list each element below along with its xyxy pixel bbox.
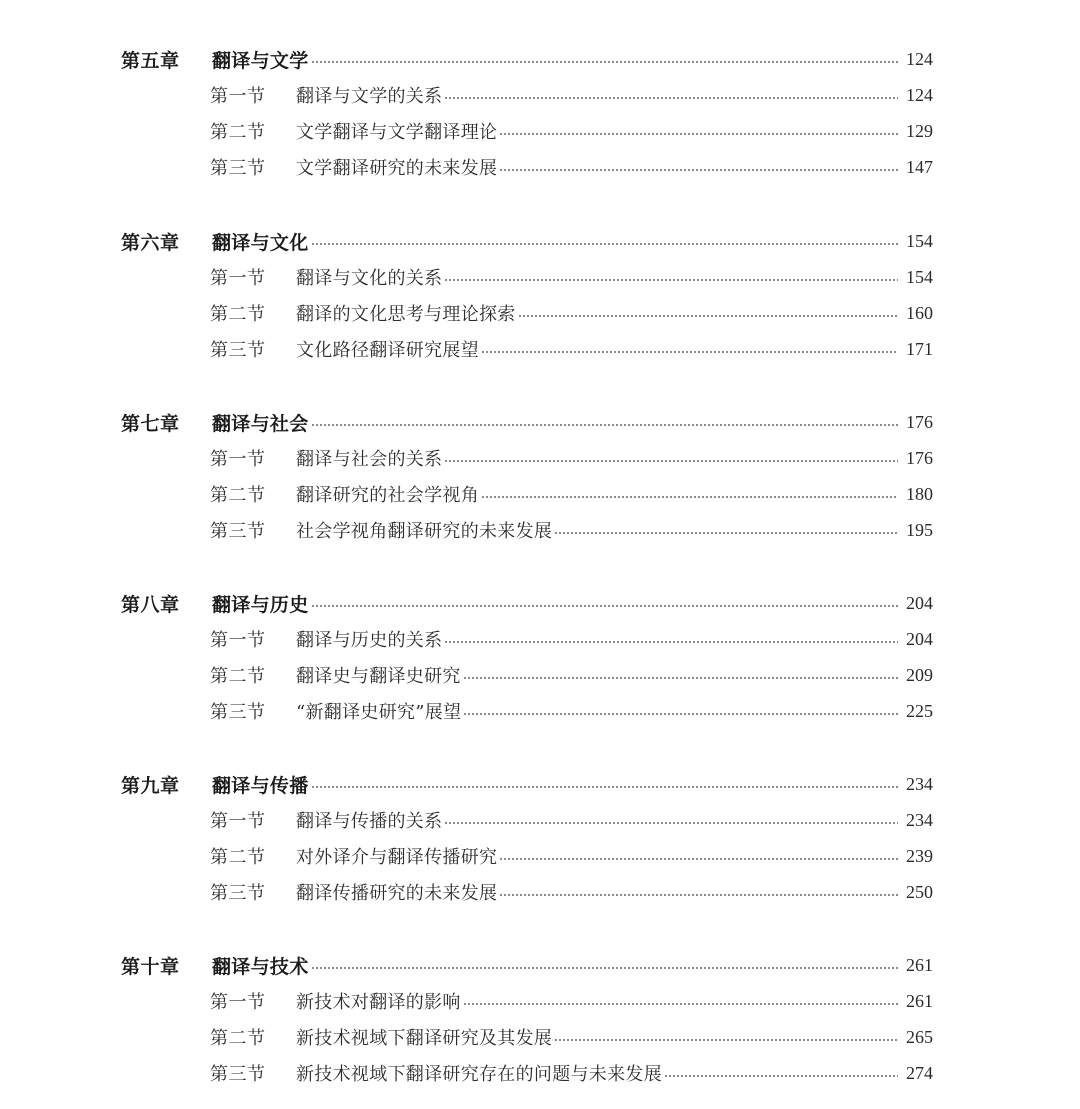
chapter-title: 翻译与社会 <box>212 412 309 435</box>
section-entry[interactable] <box>210 441 933 475</box>
chapter-block-6 <box>0 224 1080 368</box>
section-entry[interactable] <box>210 78 933 112</box>
chapter-title: 翻译与文学 <box>212 49 309 72</box>
dot-leader <box>554 1039 898 1041</box>
dot-leader <box>499 133 898 135</box>
section-number: 第一节 <box>210 86 266 107</box>
dot-leader <box>664 1075 898 1077</box>
dot-leader <box>499 894 898 896</box>
section-entry[interactable] <box>210 984 933 1018</box>
page-number: 147 <box>906 156 933 177</box>
chapter-number: 第九章 <box>121 774 180 797</box>
chapter-entry[interactable] <box>121 405 933 439</box>
page-number: 176 <box>906 411 933 432</box>
section-title: 社会学视角翻译研究的未来发展 <box>296 521 553 542</box>
page-number: 209 <box>906 664 933 685</box>
section-number: 第三节 <box>210 1064 266 1085</box>
section-title: 新技术视域下翻译研究及其发展 <box>296 1028 553 1049</box>
section-number: 第二节 <box>210 485 266 506</box>
section-title: 翻译史与翻译史研究 <box>296 666 461 687</box>
page-number: 129 <box>906 120 933 141</box>
page-number: 204 <box>906 628 933 649</box>
section-title: 对外译介与翻译传播研究 <box>296 847 498 868</box>
chapter-block-7 <box>0 405 1080 549</box>
dot-leader <box>463 677 898 679</box>
chapter-entry[interactable] <box>121 224 933 258</box>
chapter-block-9 <box>0 767 1080 911</box>
section-entry[interactable] <box>210 658 933 692</box>
dot-leader <box>311 605 898 607</box>
dot-leader <box>444 641 898 643</box>
dot-leader <box>554 532 898 534</box>
section-number: 第一节 <box>210 449 266 470</box>
section-title: 文学翻译研究的未来发展 <box>296 158 498 179</box>
section-entry[interactable] <box>210 839 933 873</box>
section-number: 第三节 <box>210 521 266 542</box>
dot-leader <box>444 97 898 99</box>
chapter-number: 第六章 <box>121 231 180 254</box>
dot-leader <box>444 822 898 824</box>
dot-leader <box>311 786 898 788</box>
chapter-entry[interactable] <box>121 42 933 76</box>
dot-leader <box>481 351 898 353</box>
section-number: 第一节 <box>210 811 266 832</box>
dot-leader <box>463 713 898 715</box>
page-number: 154 <box>906 230 933 251</box>
section-number: 第二节 <box>210 847 266 868</box>
section-number: 第一节 <box>210 268 266 289</box>
section-entry[interactable] <box>210 477 933 511</box>
page-number: 274 <box>906 1062 933 1083</box>
section-number: 第二节 <box>210 666 266 687</box>
section-number: 第一节 <box>210 992 266 1013</box>
page-number: 261 <box>906 990 933 1011</box>
page-number: 176 <box>906 447 933 468</box>
dot-leader <box>518 315 898 317</box>
section-title: 新技术对翻译的影响 <box>296 992 461 1013</box>
section-title: 翻译的文化思考与理论探索 <box>296 304 516 325</box>
chapter-number: 第七章 <box>121 412 180 435</box>
section-number: 第三节 <box>210 883 266 904</box>
chapter-number: 第五章 <box>121 49 180 72</box>
section-number: 第二节 <box>210 122 266 143</box>
section-entry[interactable] <box>210 803 933 837</box>
chapter-entry[interactable] <box>121 767 933 801</box>
page-number: 171 <box>906 338 933 359</box>
section-entry[interactable] <box>210 1056 933 1090</box>
dot-leader <box>481 496 898 498</box>
section-entry[interactable] <box>210 150 933 184</box>
section-title: 新技术视域下翻译研究存在的问题与未来发展 <box>296 1064 662 1085</box>
dot-leader <box>311 61 898 63</box>
section-title: 翻译研究的社会学视角 <box>296 485 479 506</box>
dot-leader <box>311 967 898 969</box>
dot-leader <box>444 460 898 462</box>
chapter-number: 第八章 <box>121 593 180 616</box>
section-title: 翻译与文学的关系 <box>296 86 443 107</box>
page-number: 234 <box>906 773 933 794</box>
page-number: 261 <box>906 954 933 975</box>
section-entry[interactable] <box>210 694 933 728</box>
chapter-title: 翻译与文化 <box>212 231 309 254</box>
section-number: 第三节 <box>210 158 266 179</box>
page-number: 154 <box>906 266 933 287</box>
page-number: 124 <box>906 48 933 69</box>
dot-leader <box>444 279 898 281</box>
page-number: 234 <box>906 809 933 830</box>
dot-leader <box>311 243 898 245</box>
section-title: 文学翻译与文学翻译理论 <box>296 122 498 143</box>
section-number: 第二节 <box>210 1028 266 1049</box>
section-title: 翻译与传播的关系 <box>296 811 443 832</box>
section-title: 翻译传播研究的未来发展 <box>296 883 498 904</box>
chapter-block-8 <box>0 586 1080 730</box>
section-entry[interactable] <box>210 260 933 294</box>
section-entry[interactable] <box>210 513 933 547</box>
section-number: 第一节 <box>210 630 266 651</box>
section-entry[interactable] <box>210 332 933 366</box>
chapter-block-10 <box>0 948 1080 1092</box>
section-title: 翻译与历史的关系 <box>296 630 443 651</box>
section-title: “新翻译史研究”展望 <box>296 702 462 723</box>
chapter-title: 翻译与历史 <box>212 593 309 616</box>
section-entry[interactable] <box>210 1020 933 1054</box>
section-number: 第三节 <box>210 340 266 361</box>
chapter-number: 第十章 <box>121 955 180 978</box>
page-number: 124 <box>906 84 933 105</box>
page-number: 250 <box>906 881 933 902</box>
page-number: 225 <box>906 700 933 721</box>
section-entry[interactable] <box>210 114 933 148</box>
chapter-title: 翻译与传播 <box>212 774 309 797</box>
section-title: 翻译与社会的关系 <box>296 449 443 470</box>
section-entry[interactable] <box>210 296 933 330</box>
page-number: 160 <box>906 302 933 323</box>
page-number: 204 <box>906 592 933 613</box>
page-number: 265 <box>906 1026 933 1047</box>
dot-leader <box>499 169 898 171</box>
section-entry[interactable] <box>210 622 933 656</box>
chapter-entry[interactable] <box>121 948 933 982</box>
section-title: 翻译与文化的关系 <box>296 268 443 289</box>
dot-leader <box>499 858 898 860</box>
dot-leader <box>463 1003 898 1005</box>
section-number: 第三节 <box>210 702 266 723</box>
page-number: 195 <box>906 519 933 540</box>
chapter-block-5 <box>0 42 1080 186</box>
page-number: 180 <box>906 483 933 504</box>
chapter-title: 翻译与技术 <box>212 955 309 978</box>
section-entry[interactable] <box>210 875 933 909</box>
page-number: 239 <box>906 845 933 866</box>
section-number: 第二节 <box>210 304 266 325</box>
chapter-entry[interactable] <box>121 586 933 620</box>
dot-leader <box>311 424 898 426</box>
section-title: 文化路径翻译研究展望 <box>296 340 479 361</box>
